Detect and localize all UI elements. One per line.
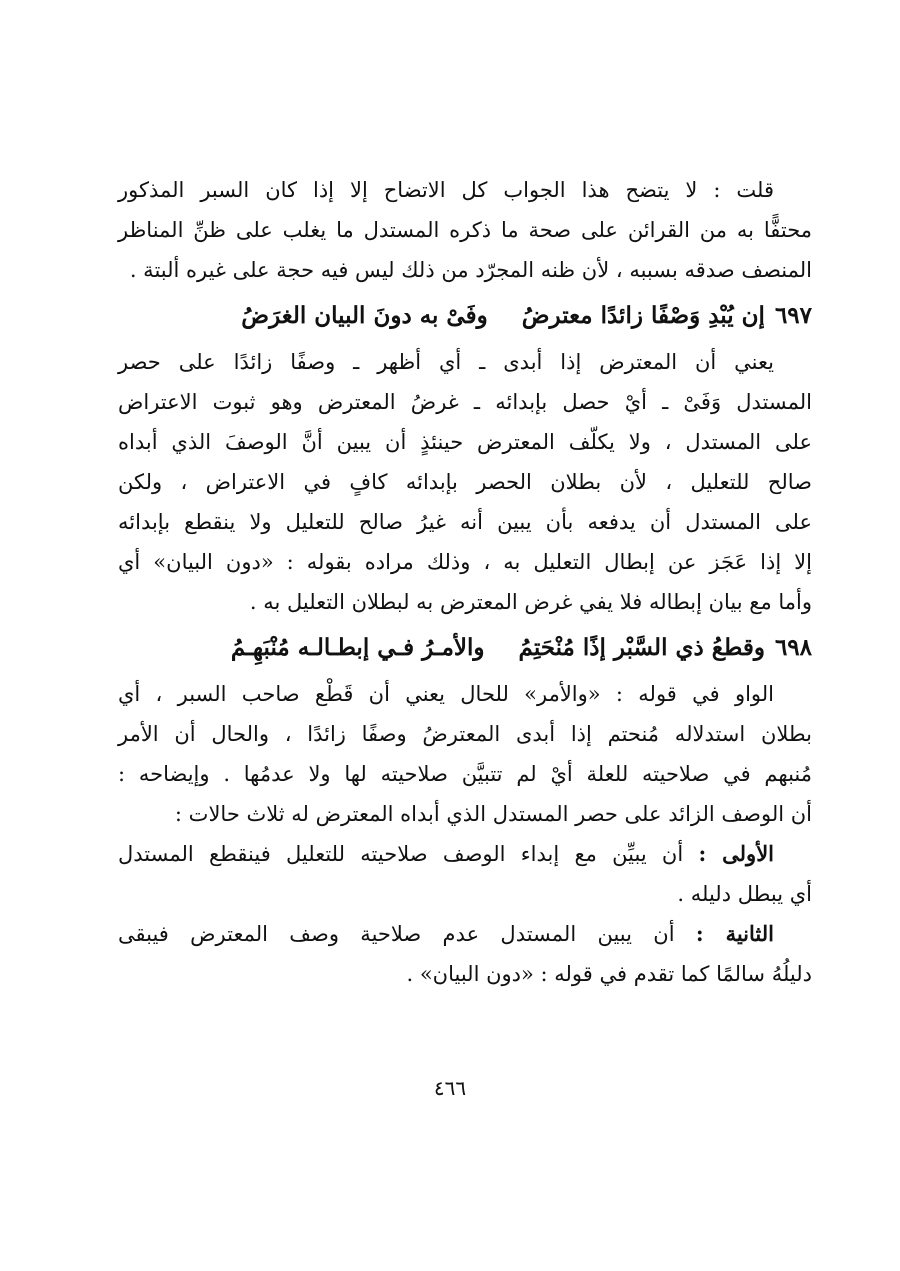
verse-first-hemistich: وقطعُ ذي السَّبْر إذًا مُنْحَتِمُ — [518, 634, 765, 661]
verse-second-hemistich: والأمـرُ فـي إبطـالـه مُنْبَهِـمُ — [230, 634, 485, 661]
text-line: بطلان استدلاله مُنحتم إذا أبدى المعترضُ وصفًا زائدًا ، والحال أن الأمر — [118, 722, 812, 746]
text-line: على المستدل ، ولا يكلّف المعترض حينئذٍ أن يبين أنَّ الوصفَ الذي أبداه — [118, 430, 812, 454]
paragraph-2 — [118, 342, 812, 622]
text-line: محتفًّا به من القرائن على صحة ما ذكره المستدل ما يغلب على ظنِّ المناظر — [118, 218, 812, 242]
page-number: ٤٦٦ — [433, 1076, 467, 1100]
case-text: أن يبين المستدل عدم صلاحية وصف المعترض فيبقى — [118, 922, 675, 946]
verse-second-hemistich: وفَىْ به دونَ البيان الغرَضُ — [241, 302, 488, 329]
text-line: صالح للتعليل ، لأن بطلان الحصر بإبدائه كافٍ في الاعتراض ، ولكن — [118, 470, 812, 494]
case-first — [118, 834, 812, 914]
text-line: على المستدل أن يدفعه بأن يبين أنه غيرُ صالح للتعليل ولا ينقطع بإبدائه — [118, 510, 812, 534]
case-label: الثانية : — [695, 921, 774, 946]
text-line: مُنبهم في صلاحيته للعلة أيْ لم تتبيَّن صلاحيته لها ولا عدمُها . وإيضاحه : — [118, 762, 812, 786]
verse-697 — [118, 294, 812, 338]
paragraph-1 — [118, 170, 812, 290]
text-line: قلت : لا يتضح هذا الجواب كل الاتضاح إلا إذا كان السبر المذكور — [118, 178, 774, 202]
case-label: الأولى : — [698, 841, 774, 866]
text-line: المستدل وَفَىْ ـ أيْ حصل بإبدائه ـ غرضُ المعترض وهو ثبوت الاعتراض — [118, 390, 812, 414]
verse-698 — [118, 626, 812, 670]
paragraph-3 — [118, 674, 812, 834]
verse-number: ٦٩٧ — [774, 302, 812, 329]
text-line: أن الوصف الزائد على حصر المستدل الذي أبداه المعترض له ثلاث حالات : — [174, 802, 812, 826]
text-line: دليلُهُ سالمًا كما تقدم في قوله : «دون البيان» . — [406, 962, 812, 986]
text-line: المنصف صدقه بسببه ، لأن ظنه المجرّد من ذلك ليس فيه حجة على غيره ألبتة . — [129, 258, 812, 282]
text-line: وأما مع بيان إبطاله فلا يفي غرض المعترض به لبطلان التعليل به . — [249, 590, 812, 614]
text-line: الواو في قوله : «والأمر» للحال يعني أن قَطْع صاحب السبر ، أي — [118, 682, 774, 706]
text-line: أي يبطل دليله . — [677, 882, 812, 906]
text-line — [118, 914, 812, 954]
case-second — [118, 914, 812, 994]
verse-first-hemistich: إن يُبْدِ وَصْفًا زائدًا معترضُ — [521, 302, 765, 329]
text-line: إلا إذا عَجَز عن إبطال التعليل به ، وذلك مراده بقوله : «دون البيان» أي — [118, 550, 812, 574]
text-line: يعني أن المعترض إذا أبدى ـ أي أظهر ـ وصفًا زائدًا على حصر — [118, 350, 774, 374]
case-text: أن يبيِّن مع إبداء الوصف صلاحيته للتعليل فينقطع المستدل — [118, 842, 684, 866]
verse-number: ٦٩٨ — [774, 634, 812, 661]
page-body — [118, 170, 812, 994]
text-line — [118, 834, 812, 874]
